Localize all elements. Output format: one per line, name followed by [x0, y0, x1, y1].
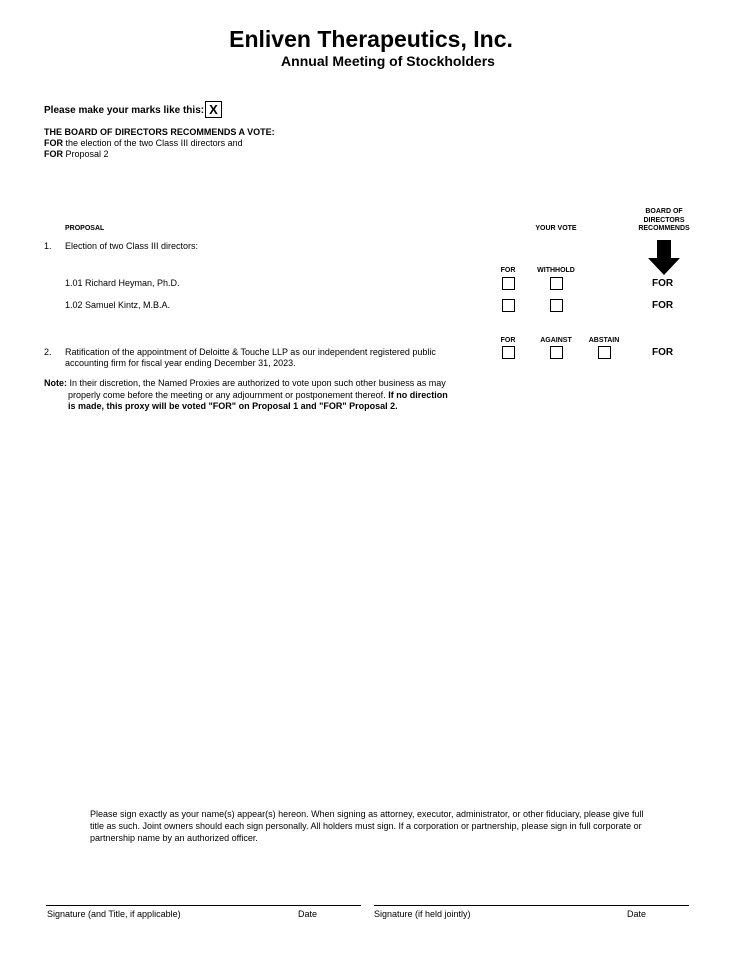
proposal-1-text: Election of two Class III directors: — [65, 241, 199, 251]
note-text-2-bold: If no direction — [388, 390, 448, 400]
p2-abstain-label: ABSTAIN — [588, 337, 620, 344]
proposal-2-against-checkbox[interactable] — [550, 346, 563, 359]
proposal-2-text-line-2: accounting firm for fiscal year ending December 31, 2023. — [65, 358, 296, 368]
example-mark-box: X — [205, 101, 222, 118]
proposal-2-number: 2. — [44, 347, 52, 357]
recommendation-for-1: FOR — [44, 138, 63, 148]
nominee-1-for-checkbox[interactable] — [502, 277, 515, 290]
your-vote-column-header: YOUR VOTE — [535, 225, 577, 232]
signature-line-1[interactable] — [46, 905, 361, 906]
nominee-2-withhold-checkbox[interactable] — [550, 299, 563, 312]
signature-2-label: Signature (if held jointly) — [374, 909, 471, 919]
board-header-line-1: BOARD OF — [645, 208, 683, 215]
p2-against-label: AGAINST — [540, 337, 572, 344]
nominee-2-name: 1.02 Samuel Kintz, M.B.A. — [65, 300, 171, 310]
note-label: Note: — [44, 378, 67, 388]
date-2-label: Date — [627, 909, 647, 919]
signature-line-2[interactable] — [374, 905, 689, 906]
date-1-label: Date — [298, 909, 318, 919]
recommendation-line-2 — [44, 149, 109, 159]
p2-for-label: FOR — [500, 337, 516, 344]
nominee-1-name: 1.01 Richard Heyman, Ph.D. — [65, 278, 180, 288]
note-line-1 — [44, 378, 446, 388]
recommendation-for-2: FOR — [44, 149, 63, 159]
nominee-2-recommendation: FOR — [652, 300, 674, 311]
board-recommends-column-header — [630, 208, 698, 234]
proposal-2-text-line-1: Ratification of the appointment of Deloitte & Touche LLP as our independent registered public — [65, 347, 436, 357]
proposal-2-recommendation: FOR — [652, 347, 674, 358]
proposal-2-for-checkbox[interactable] — [502, 346, 515, 359]
note-line-3: is made, this proxy will be voted "FOR" on Proposal 1 and "FOR" Proposal 2. — [68, 401, 398, 411]
company-title: Enliven Therapeutics, Inc. — [229, 26, 513, 52]
board-recommendation-heading: THE BOARD OF DIRECTORS RECOMMENDS A VOTE: — [44, 127, 275, 137]
proposal-column-header: PROPOSAL — [65, 225, 105, 232]
p1-withhold-label: WITHHOLD — [537, 267, 575, 274]
nominee-2-for-checkbox[interactable] — [502, 299, 515, 312]
p1-for-label: FOR — [500, 267, 516, 274]
nominee-1-withhold-checkbox[interactable] — [550, 277, 563, 290]
recommendation-text-1: the election of the two Class III directors and — [65, 138, 243, 148]
marks-instruction: Please make your marks like this: — [44, 105, 205, 116]
proposal-2-abstain-checkbox[interactable] — [598, 346, 611, 359]
signing-instructions: Please sign exactly as your name(s) appear(s) hereon. When signing as attorney, executor, administrator, or other fiduciary, please give full title as such. Joint owners should each sign personally. All holders must sign. If a corporation or partnership, please sign in full corporate or partnership name by an authorized officer. — [90, 809, 644, 843]
recommendation-text-2: Proposal 2 — [65, 149, 109, 159]
nominee-1-recommendation: FOR — [652, 278, 674, 289]
proposal-1-number: 1. — [44, 241, 52, 251]
note-text-2: properly come before the meeting or any adjournment or postponement thereof. — [68, 390, 386, 400]
board-header-line-2: DIRECTORS — [643, 216, 685, 224]
signature-1-label: Signature (and Title, if applicable) — [47, 909, 181, 919]
meeting-subtitle: Annual Meeting of Stockholders — [281, 53, 495, 69]
note-text-1: In their discretion, the Named Proxies are authorized to vote upon such other business as may — [69, 378, 446, 388]
board-header-line-3: RECOMMENDS — [638, 225, 690, 232]
recommendation-line-1 — [44, 138, 243, 148]
down-arrow-icon — [647, 240, 681, 276]
note-line-2 — [68, 390, 448, 400]
